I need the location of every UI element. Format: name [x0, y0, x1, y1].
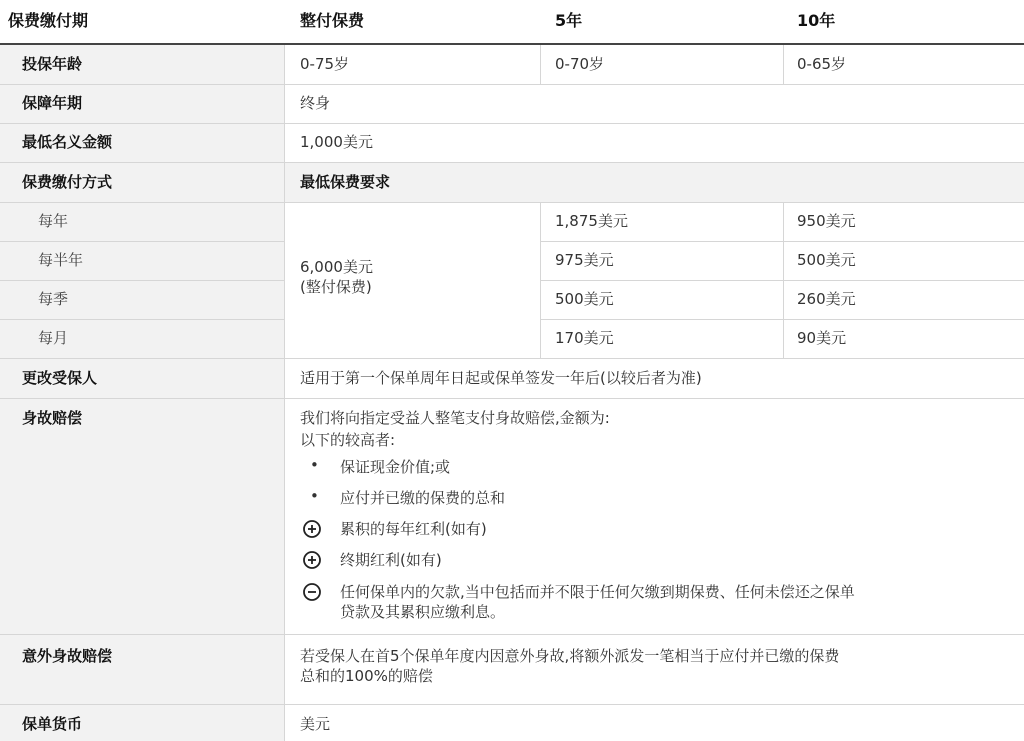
column-divider — [540, 45, 541, 84]
death-benefit-higher-of: 以下的较高者: — [300, 431, 396, 449]
table-row — [0, 634, 1024, 704]
mode-label-semiannual: 每半年 — [38, 251, 84, 269]
table-header — [0, 0, 1024, 44]
row-divider — [0, 162, 1024, 163]
bullet-guaranteed-cash: 保证现金价值;或 — [340, 458, 451, 476]
header-single-premium: 整付保费 — [300, 11, 365, 30]
row-divider — [0, 398, 1024, 399]
minus-circle-icon — [302, 582, 322, 602]
term-value: 终身 — [300, 94, 331, 112]
row-divider — [0, 202, 1024, 203]
column-divider — [783, 45, 784, 84]
annual-5-year: 1,875美元 — [555, 212, 628, 230]
table-row — [0, 704, 1024, 741]
row-divider — [0, 123, 1024, 124]
bullet-premiums-paid: 应付并已缴的保费的总和 — [340, 489, 506, 507]
accidental-line2: 总和的100%的赔偿 — [300, 667, 433, 685]
change-insured-value: 适用于第一个保单周年日起或保单签发一年后(以较后者为准) — [300, 369, 702, 387]
plus-circle-icon — [302, 550, 322, 570]
row-divider — [0, 704, 1024, 705]
table-row — [0, 280, 1024, 319]
table-row — [0, 162, 1024, 202]
header-10-year: 10年 — [797, 11, 836, 30]
table-row — [0, 45, 1024, 84]
mode-label-annual: 每年 — [38, 212, 69, 230]
header-5-year: 5年 — [555, 11, 583, 30]
table-row — [0, 398, 1024, 634]
row-divider — [0, 319, 284, 320]
age-10-year: 0-65岁 — [797, 55, 847, 73]
age-5-year: 0-70岁 — [555, 55, 605, 73]
table-row — [0, 241, 1024, 280]
row-label-payment-mode: 保费缴付方式 — [22, 173, 113, 191]
bullet-dot: • — [310, 487, 319, 505]
row-divider — [0, 634, 1024, 635]
header-payment-period: 保费缴付期 — [8, 11, 89, 30]
min-notional-value: 1,000美元 — [300, 133, 373, 151]
min-premium-heading: 最低保费要求 — [300, 173, 391, 191]
semiannual-5-year: 975美元 — [555, 251, 614, 269]
table-row — [0, 202, 1024, 241]
row-label-death-benefit: 身故赔偿 — [22, 409, 83, 427]
row-label-currency: 保单货币 — [22, 715, 83, 733]
death-benefit-intro: 我们将向指定受益人整笔支付身故赔偿,金额为: — [300, 409, 610, 427]
semiannual-10-year: 500美元 — [797, 251, 856, 269]
row-divider — [0, 84, 1024, 85]
monthly-10-year: 90美元 — [797, 329, 847, 347]
monthly-5-year: 170美元 — [555, 329, 614, 347]
table-row — [0, 123, 1024, 162]
annual-10-year: 950美元 — [797, 212, 856, 230]
accidental-line1: 若受保人在首5个保单年度内因意外身故,将额外派发一笔相当于应付并已缴的保费 — [300, 647, 840, 665]
single-min-amount: 6,000美元 — [300, 258, 373, 276]
row-label-accidental: 意外身故赔偿 — [22, 647, 113, 665]
table-row — [0, 319, 1024, 358]
row-divider — [540, 319, 1024, 320]
mode-label-monthly: 每月 — [38, 329, 69, 347]
table-row — [0, 84, 1024, 123]
currency-value: 美元 — [300, 715, 331, 733]
bullet-dot: • — [310, 456, 319, 474]
plus-terminal-dividend: 终期红利(如有) — [340, 551, 442, 569]
minus-outstanding-line1: 任何保单内的欠款,当中包括而并不限于任何欠缴到期保费、任何未偿还之保单 — [340, 583, 855, 601]
age-single: 0-75岁 — [300, 55, 350, 73]
column-divider — [284, 45, 285, 741]
plus-circle-icon — [302, 519, 322, 539]
single-min-note: (整付保费) — [300, 278, 372, 296]
row-divider — [540, 241, 1024, 242]
row-divider — [540, 280, 1024, 281]
plus-annual-dividend: 累积的每年红利(如有) — [340, 520, 487, 538]
minus-outstanding-line2: 贷款及其累积应缴利息。 — [340, 603, 506, 621]
mode-label-quarterly: 每季 — [38, 290, 69, 308]
row-divider — [0, 241, 284, 242]
row-label-age: 投保年龄 — [22, 55, 83, 73]
row-label-change-insured: 更改受保人 — [22, 369, 98, 387]
row-divider — [0, 280, 284, 281]
row-divider — [0, 358, 1024, 359]
table-row — [0, 358, 1024, 398]
row-label-min-notional: 最低名义金额 — [22, 133, 113, 151]
quarterly-5-year: 500美元 — [555, 290, 614, 308]
row-label-term: 保障年期 — [22, 94, 83, 112]
quarterly-10-year: 260美元 — [797, 290, 856, 308]
